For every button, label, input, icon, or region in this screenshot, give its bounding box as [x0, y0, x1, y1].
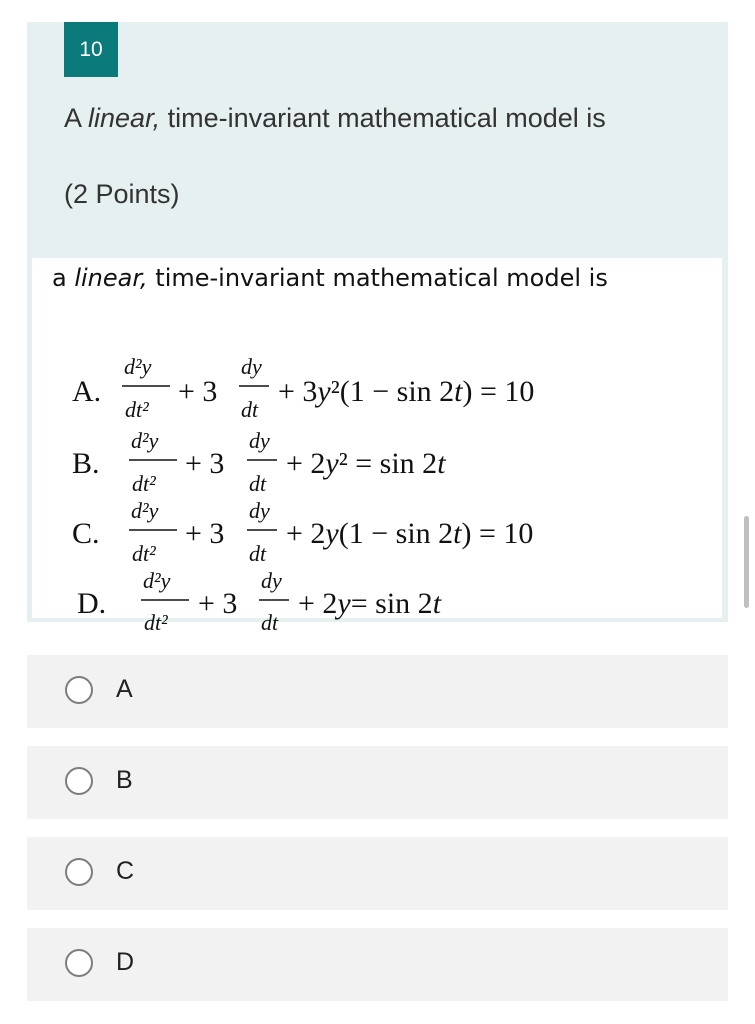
- image-caption: a linear, time-invariant mathematical model is: [52, 264, 608, 292]
- svg-text:dt: dt: [249, 541, 267, 566]
- radio-c[interactable]: [65, 858, 93, 886]
- option-d-label: D: [116, 948, 135, 976]
- svg-text:dy: dy: [249, 428, 270, 453]
- svg-text:dt²: dt²: [132, 541, 156, 566]
- svg-text:dt²: dt²: [132, 471, 156, 496]
- option-c[interactable]: [27, 837, 728, 910]
- svg-text:+ 2y² = sin 2t: + 2y² = sin 2t: [286, 447, 446, 480]
- option-d[interactable]: [27, 928, 728, 1001]
- question-title: A linear, time-invariant mathematical model is: [64, 103, 606, 133]
- svg-text:dt: dt: [249, 471, 267, 496]
- svg-text:dy: dy: [261, 568, 282, 593]
- option-b[interactable]: [27, 746, 728, 819]
- svg-text:A.: A.: [72, 375, 102, 408]
- equation-a: [72, 354, 534, 422]
- radio-d[interactable]: [65, 949, 93, 977]
- svg-text:d²y: d²y: [131, 428, 159, 453]
- question-image: [32, 258, 722, 635]
- question-card: [27, 22, 728, 635]
- svg-text:C.: C.: [72, 517, 100, 550]
- svg-text:+ 3: + 3: [185, 447, 225, 480]
- svg-text:+ 2y(1 − sin 2t) = 10: + 2y(1 − sin 2t) = 10: [286, 517, 534, 550]
- question-points: (2 Points): [64, 179, 180, 209]
- radio-b[interactable]: [65, 767, 93, 795]
- radio-a[interactable]: [65, 676, 93, 704]
- option-a-label: A: [116, 675, 133, 703]
- svg-text:+ 3: + 3: [178, 375, 218, 408]
- svg-text:dt: dt: [261, 610, 279, 635]
- svg-text:B.: B.: [72, 447, 100, 480]
- option-a[interactable]: [27, 655, 728, 728]
- svg-text:d²y: d²y: [143, 568, 171, 593]
- svg-text:dt²: dt²: [144, 610, 168, 635]
- svg-text:d²y: d²y: [131, 498, 159, 523]
- svg-text:dt: dt: [241, 397, 259, 422]
- svg-text:dt²: dt²: [125, 397, 149, 422]
- svg-text:d²y: d²y: [124, 354, 152, 379]
- svg-text:+ 3: + 3: [198, 587, 238, 620]
- svg-text:+ 3: + 3: [185, 517, 225, 550]
- option-b-label: B: [116, 766, 133, 794]
- scrollbar[interactable]: [744, 516, 749, 608]
- svg-text:dy: dy: [241, 354, 262, 379]
- equation-b: [72, 428, 446, 496]
- svg-text:D.: D.: [77, 587, 107, 620]
- svg-text:+ 3y²(1 − sin 2t) = 10: + 3y²(1 − sin 2t) = 10: [278, 375, 535, 408]
- svg-text:dy: dy: [249, 498, 270, 523]
- question-number-badge: 10: [64, 22, 118, 77]
- equation-d: [77, 568, 442, 635]
- option-c-label: C: [116, 857, 135, 885]
- svg-text:+ 2y= sin 2t: + 2y= sin 2t: [298, 587, 442, 620]
- equations-graphic: [32, 258, 722, 635]
- equation-c: [72, 498, 533, 566]
